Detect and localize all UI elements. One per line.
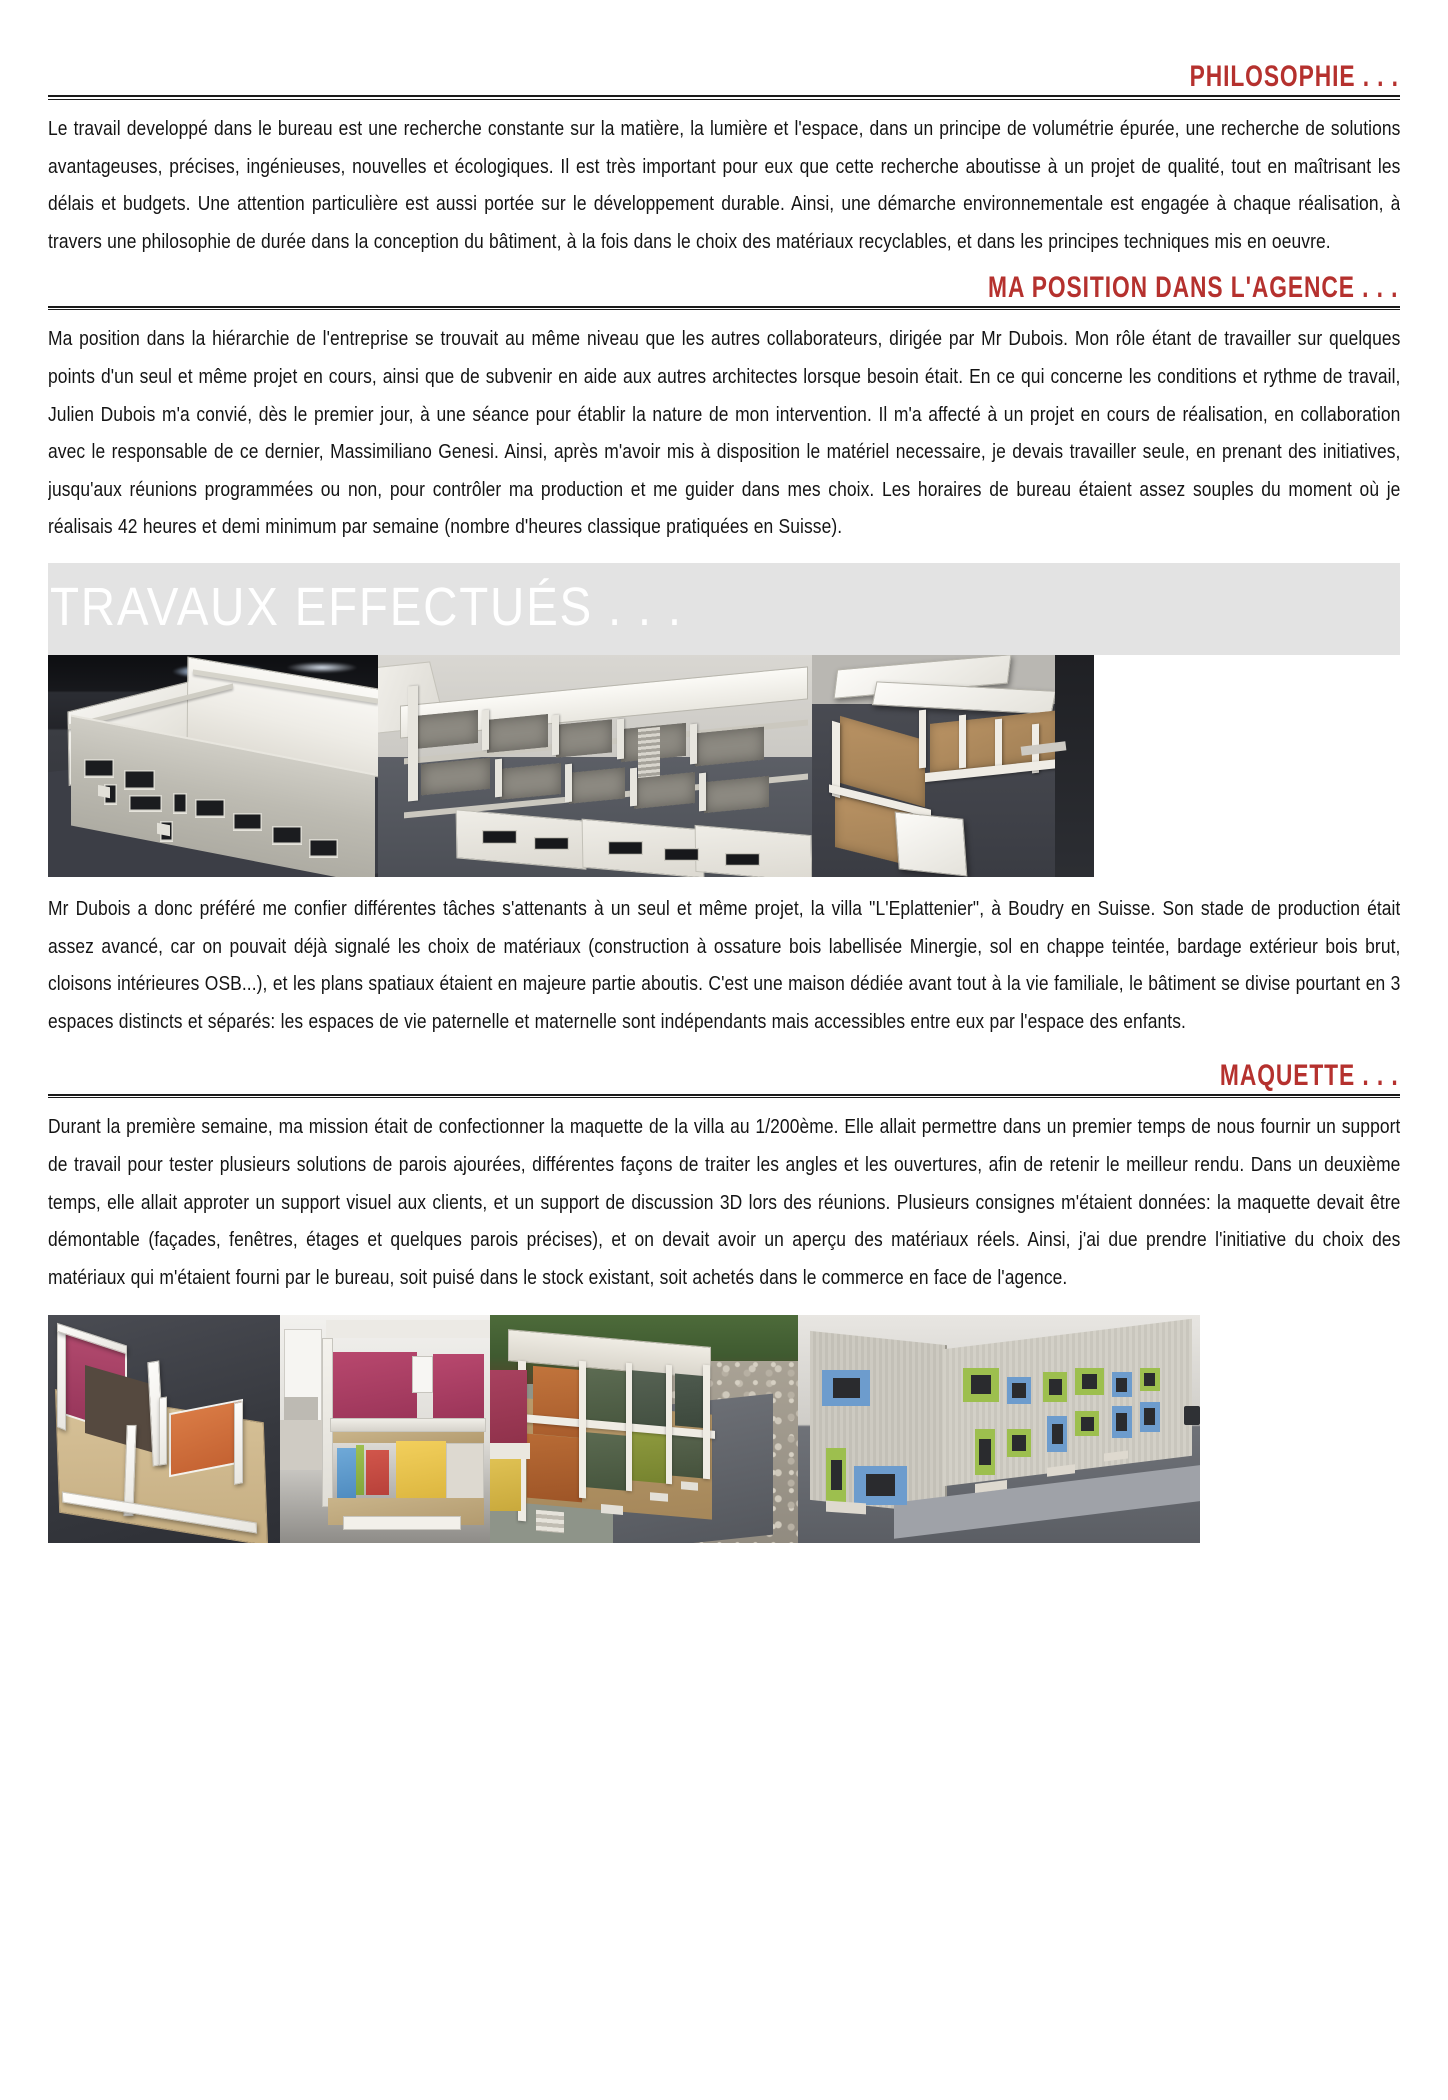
- section-heading-maquette: [48, 1051, 1400, 1091]
- section-banner-travaux-effectues: [48, 563, 1400, 655]
- paragraph-block-ma-position: [48, 310, 1400, 547]
- section-heading-ma-position: [48, 263, 1400, 303]
- photo-model-section-interior: [378, 655, 812, 877]
- photo-maquette-facade-windows: [798, 1315, 1200, 1543]
- photo-maquette-pink-orange: [48, 1315, 280, 1543]
- photo-model-exterior-roof: [48, 655, 378, 877]
- photo-maquette-outdoor-olive: [490, 1315, 798, 1543]
- photo-strip-top: [48, 655, 1400, 877]
- photo-strip-bottom: [48, 1315, 1400, 1543]
- document-page: [0, 52, 1448, 2100]
- paragraph-block-travaux-effectues: [48, 877, 1400, 1041]
- paragraph-travaux-effectues: Mr Dubois a donc préféré me confier différentes tâches s'attenants à un seul et même projet, la villa "L'Eplattenier", à Boudry en Suisse. Son stade de production était assez avancé, car on pouvait déjà signalé les choix de matériaux (construction à ossature bois labellisée Minergie, sol en chappe teintée, bardage extérieur bois brut, cloisons intérieures OSB...), et les plans spatiaux étaient en majeure partie aboutis. C'est une maison dédiée avant tout à la vie familiale, le bâtiment se divise pourtant en 3 espaces distincts et séparés: les espaces de vie paternelle et maternelle sont indépendants mais accessibles entre eux par l'espace des enfants.: [48, 897, 1400, 1033]
- photo-maquette-interior-rooms: [280, 1315, 490, 1543]
- photo-model-plan-fragments: [812, 655, 1094, 877]
- paragraph-ma-position: Ma position dans la hiérarchie de l'entreprise se trouvait au même niveau que les autres collaborateurs, dirigée par Mr Dubois. Mon rôle étant de travailler sur quelques points d'un seul et même projet en cours, ainsi que de subvenir en aide aux autres architectes lorsque besoin était. En ce qui concerne les conditions et rythme de travail, Julien Dubois m'a convié, dès le premier jour, à une séance pour établir la nature de mon intervention. Il m'a affecté à un projet en cours de réalisation, en collaboration avec le responsable de ce dernier, Massimiliano Genesi. Ainsi, après m'avoir mis à disposition le matériel necessaire, je devais travailler seule, en prenant des initiatives, jusqu'aux réunions programmées ou non, pour contrôler ma production et me guider dans mes choix. Les horaires de bureau étaient assez souples du moment où je réalisais 42 heures et demi minimum par semaine (nombre d'heures classique pratiquées en Suisse).: [48, 328, 1400, 539]
- paragraph-philosophie: Le travail developpé dans le bureau est une recherche constante sur la matière, la lumière et l'espace, dans un principe de volumétrie épurée, une recherche de solutions avantageuses, précises, ingénieuses, nouvelles et écologiques. Il est très important pour eux que cette recherche aboutisse à un projet de qualité, tout en maîtrisant les délais et budgets. Une attention particulière est aussi portée sur le développement durable. Ainsi, une démarche environnementale est engagée à chaque réalisation, à travers une philosophie de durée dans la conception du bâtiment, à la fois dans le choix des matériaux recyclables, et dans les principes techniques mis en oeuvre.: [48, 118, 1400, 253]
- section-heading-philosophie-text: PHILOSOPHIE . . .: [1189, 60, 1399, 93]
- section-banner-travaux-effectues-text: TRAVAUX EFFECTUÉS . . .: [50, 576, 683, 637]
- paragraph-block-philosophie: [48, 100, 1400, 261]
- paragraph-block-maquette: [48, 1098, 1400, 1297]
- section-heading-ma-position-text: MA POSITION DANS L'AGENCE . . .: [988, 271, 1399, 305]
- section-heading-philosophie: [48, 52, 1400, 92]
- paragraph-maquette: Durant la première semaine, ma mission était de confectionner la maquette de la villa au 1/200ème. Elle allait permettre dans un premier temps de nous fournir un support de travail pour tester plusieurs solutions de parois ajourées, différentes façons de traiter les angles et les ouvertures, afin de retenir le meilleur rendu. Dans un deuxième temps, elle allait approter un support visuel aux clients, et un support de discussion 3D lors des réunions. Plusieurs consignes m'étaient données: la maquette devait être démontable (façades, fenêtres, étages et quelques parois précises), et on devait avoir un aperçu des matériaux réels. Ainsi, j'ai due prendre l'initiative du choix des matériaux qui m'étaient fourni par le bureau, soit puisé dans le stock existant, soit achetés dans le commerce en face de l'agence.: [48, 1116, 1400, 1289]
- section-heading-maquette-text: MAQUETTE . . .: [1219, 1059, 1399, 1093]
